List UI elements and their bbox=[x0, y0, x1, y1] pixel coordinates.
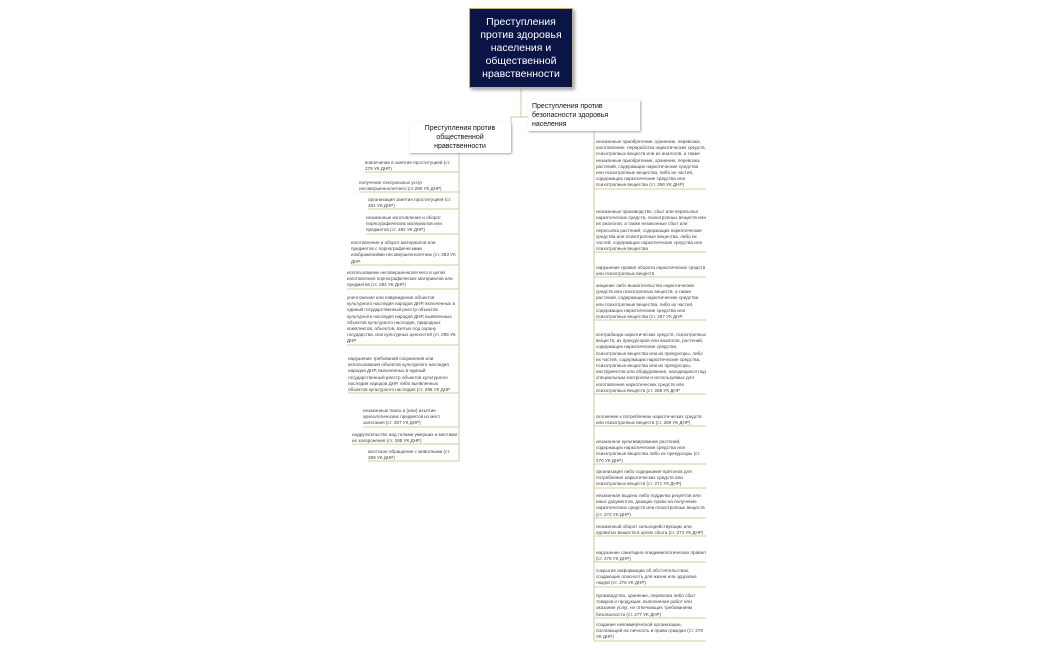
left-leaf-5[interactable]: изготовление и оборот материалов или предметов с порнографическими изображениями несовершеннолетних (ст. 283 УК ДНР bbox=[351, 240, 456, 264]
branch-public-morality[interactable] bbox=[409, 122, 511, 153]
root-topic-title: Преступления против здоровья населения и общественной нравственности bbox=[480, 15, 562, 80]
left-leaf-1[interactable]: вовлечение в занятие проституцией (ст. 279 УК ДНР) bbox=[365, 160, 451, 172]
left-leaf-4[interactable]: незаконные изготовление и оборот порнографических материалов или предметов (ст. 282 УК ДНР) bbox=[366, 215, 442, 233]
left-leaf-2[interactable]: получение сексуальных услуг несовершеннолетнего (ст.280 УК ДНР) bbox=[359, 180, 442, 192]
right-leaf-3[interactable]: нарушение правил оборота наркотических средств или психотропных веществ bbox=[596, 265, 706, 277]
right-leaf-13[interactable]: производство, хранение, перевозка либо сбыт товаров и продукции, выполнение работ или оказание услуг, не отвечающих требованиям безопасности (ст. 277 УК ДНР) bbox=[596, 593, 696, 617]
left-leaf-7[interactable]: уничтожение или повреждение объектов культурного наследия народов ДНР, включенных в единый государственный реестр объектов культурного наследия народов ДНР, выявленных объектов культурного наследия, природных комплексов, объектов, взятых под охрану государства, или культурных ценностей (ст. 285 УК ДНР bbox=[347, 295, 456, 344]
left-leaf-9[interactable]: незаконные поиск и (или) изъятие археологических предметов из мест залегания (ст. 287 УК ДНР) bbox=[363, 408, 441, 426]
right-leaf-8[interactable]: организация либо содержание притонов для потребления наркотических средств или психотропных веществ (ст. 271 УК ДНР) bbox=[596, 469, 692, 487]
right-leaf-5[interactable]: контрабанда наркотических средств, психотропных веществ, их прекурсоров или аналогов, растений, содержащих наркотические средства, психотропные вещества или их прекурсоры, либо их частей, содержащих наркотические средства, психотропные вещества или их прекурсоры, инструментов или оборудования, находящихся под специальным контролем и используемых для изготовления наркотических средств или психотропных веществ (ст. 268 УК ДНР bbox=[596, 332, 706, 393]
branch-public-morality-title: Преступления против общественной нравственности bbox=[424, 125, 496, 150]
right-leaf-2[interactable]: незаконные производство, сбыт или пересылка наркотических средств, психотропных веществ или их аналогов, а также незаконные сбыт или пересылка растений, содержащих наркотические средства или психотропные вещества, либо их частей, содержащих наркотические средства или психотропные вещества bbox=[596, 209, 706, 252]
left-leaf-11[interactable]: жестокое обращение с животными (ст. 289 УК ДНР) bbox=[368, 449, 451, 461]
root-topic[interactable] bbox=[469, 8, 573, 88]
left-leaf-10[interactable]: надругательство над телами умерших и местами их захоронения (ст. 288 УК ДНР) bbox=[352, 432, 458, 444]
left-leaf-8[interactable]: нарушение требований сохранения или использования объектов культурного наследия народов ДНР, включенных в единый государственный реестр объектов культурного наследия народов ДНР, либо выявленных объектов культурного наследия (ст. 286 УК ДНР bbox=[348, 356, 451, 393]
left-leaf-3[interactable]: организация занятия проституцией (ст. 281 УК ДНР) bbox=[368, 197, 452, 209]
right-leaf-14[interactable]: создание некоммерческой организации, посягающей на личность и права граждан (ст. 278 УК ДНР) bbox=[596, 622, 703, 640]
right-leaf-6[interactable]: склонение к потреблению наркотических средств или психотропных веществ (ст. 269 УК ДНР) bbox=[596, 414, 702, 426]
right-leaf-11[interactable]: нарушение санитарно-эпидемиологических правил (ст. 275 УК ДНР) bbox=[596, 550, 706, 562]
right-leaf-1[interactable]: незаконные приобретение, хранение, перевозка, изготовление, переработка наркотических средств, психотропных веществ или их аналогов, а также незаконные приобретение, хранение, перевозка растений, содержащих наркотические средства или психотропные вещества, либо их частей, содержащих наркотические средства или психотропные вещества (ст. 266 УК ДНР) bbox=[596, 139, 706, 188]
branch-health-safety-title: Преступления против безопасности здоровья населения bbox=[532, 103, 609, 128]
right-leaf-9[interactable]: незаконная выдача либо подделка рецептов или иных документов, дающих право на получение наркотических средств или психотропных веществ (ст. 272 УК ДНР) bbox=[596, 493, 705, 517]
right-leaf-12[interactable]: сокрытие информации об обстоятельствах, создающих опасность для жизни или здоровья людей (ст. 276 УК ДНР) bbox=[596, 568, 697, 586]
right-leaf-4[interactable]: хищение либо вымогательство наркотических средств или психотропных веществ, а также растений, содержащих наркотические средства или психотропные вещества, либо их частей, содержащих наркотические средства или психотропные вещества (ст. 267 УК ДНР bbox=[596, 283, 699, 320]
right-leaf-10[interactable]: незаконный оборот сильнодействующих или ядовитых веществ в целях сбыта (ст. 273 УК ДНР) bbox=[596, 524, 704, 536]
left-leaf-6[interactable]: использование несовершеннолетнего в целях изготовления порнографических материалов или предметов (ст. 284 УК ДНР) bbox=[347, 270, 453, 288]
branch-health-safety[interactable] bbox=[528, 100, 640, 131]
right-leaf-7[interactable]: незаконное культивирование растений, содержащих наркотические средства или психотропные вещества либо их прекурсоры (ст. 270 УК ДНР) bbox=[596, 439, 701, 463]
